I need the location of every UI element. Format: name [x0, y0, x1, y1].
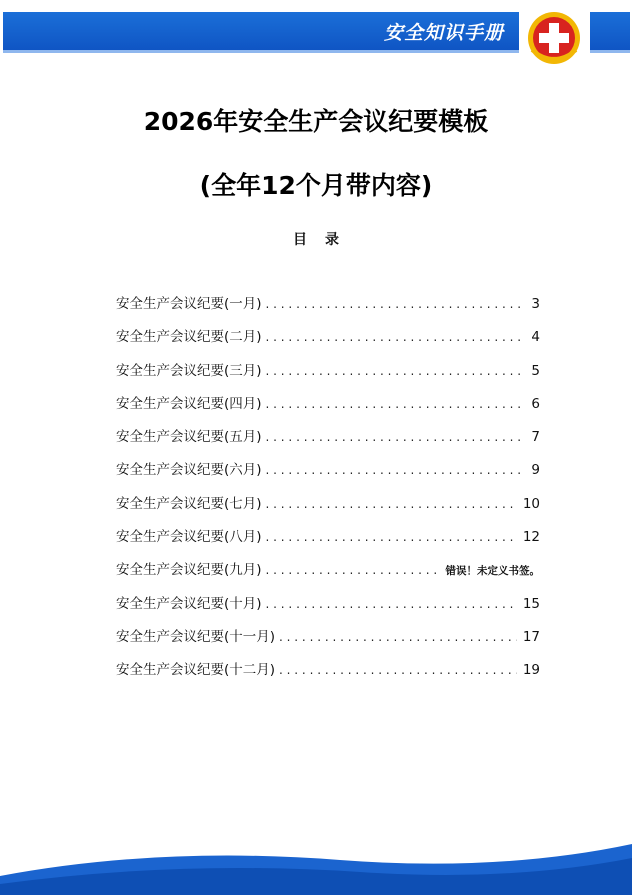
toc-entry[interactable] [116, 525, 540, 558]
toc-page-number: 6 [531, 395, 540, 412]
document-subtitle: (全年12个月带内容) [199, 171, 433, 200]
toc-page-number: 9 [531, 462, 540, 479]
toc-entry[interactable] [116, 492, 540, 525]
toc-entry-label: 安全生产会议纪要(五月) [116, 429, 262, 446]
toc-leader-dots [266, 463, 526, 477]
toc-entry[interactable] [116, 558, 540, 591]
header-banner [0, 10, 632, 54]
toc-entry-label: 安全生产会议纪要(十一月) [116, 628, 276, 645]
toc-leader-dots [266, 364, 526, 378]
toc-entry[interactable] [116, 325, 540, 358]
toc-entry[interactable] [116, 392, 540, 425]
toc-entry-label: 安全生产会议纪要(十二月) [116, 662, 276, 679]
toc-page-number: 5 [531, 362, 540, 379]
toc-page-number: 17 [522, 628, 540, 645]
toc-page-number: 19 [522, 662, 540, 679]
toc-heading: 目录 [293, 232, 357, 248]
toc-leader-dots [266, 297, 526, 311]
toc-leader-dots [266, 330, 526, 344]
toc-entry[interactable] [116, 458, 540, 491]
banner-right-block [590, 12, 630, 53]
document-title: 2026年安全生产会议纪要模板 [143, 107, 489, 136]
toc-page-number: 3 [531, 296, 540, 312]
toc-entry[interactable] [116, 292, 540, 325]
toc-entry[interactable] [116, 592, 540, 625]
safety-emblem-icon [524, 10, 584, 66]
toc-leader-dots [279, 630, 517, 644]
toc-leader-dots [266, 397, 526, 411]
toc-page-number: 15 [522, 595, 540, 612]
toc-leader-dots [266, 530, 517, 544]
footer-wave-decoration [0, 838, 632, 895]
toc-page-number: 4 [531, 329, 540, 346]
toc-entry[interactable] [116, 625, 540, 658]
toc-page-error: 错误！未定义书签。 [445, 565, 540, 578]
toc-page-number: 7 [531, 429, 540, 446]
toc-leader-dots [279, 663, 517, 677]
toc-leader-dots [266, 563, 440, 577]
toc-leader-dots [266, 597, 517, 611]
toc-entry-label: 安全生产会议纪要(三月) [116, 362, 262, 379]
banner-title: 安全知识手册 [383, 22, 504, 44]
toc-entry-label: 安全生产会议纪要(六月) [116, 462, 262, 479]
toc-entry[interactable] [116, 359, 540, 392]
toc-entry-label: 安全生产会议纪要(一月) [116, 296, 262, 312]
toc-page-number: 12 [522, 529, 540, 546]
toc-entry[interactable] [116, 658, 540, 691]
toc-entry-label: 安全生产会议纪要(八月) [116, 529, 262, 546]
table-of-contents [116, 292, 540, 692]
toc-entry-label: 安全生产会议纪要(九月) [116, 562, 262, 579]
toc-entry[interactable] [116, 425, 540, 458]
toc-entry-label: 安全生产会议纪要(七月) [116, 495, 262, 512]
toc-page-number: 10 [522, 495, 540, 512]
toc-leader-dots [266, 497, 517, 511]
toc-leader-dots [266, 430, 526, 444]
toc-entry-label: 安全生产会议纪要(二月) [116, 329, 262, 346]
toc-entry-label: 安全生产会议纪要(十月) [116, 595, 262, 612]
toc-entry-label: 安全生产会议纪要(四月) [116, 395, 262, 412]
